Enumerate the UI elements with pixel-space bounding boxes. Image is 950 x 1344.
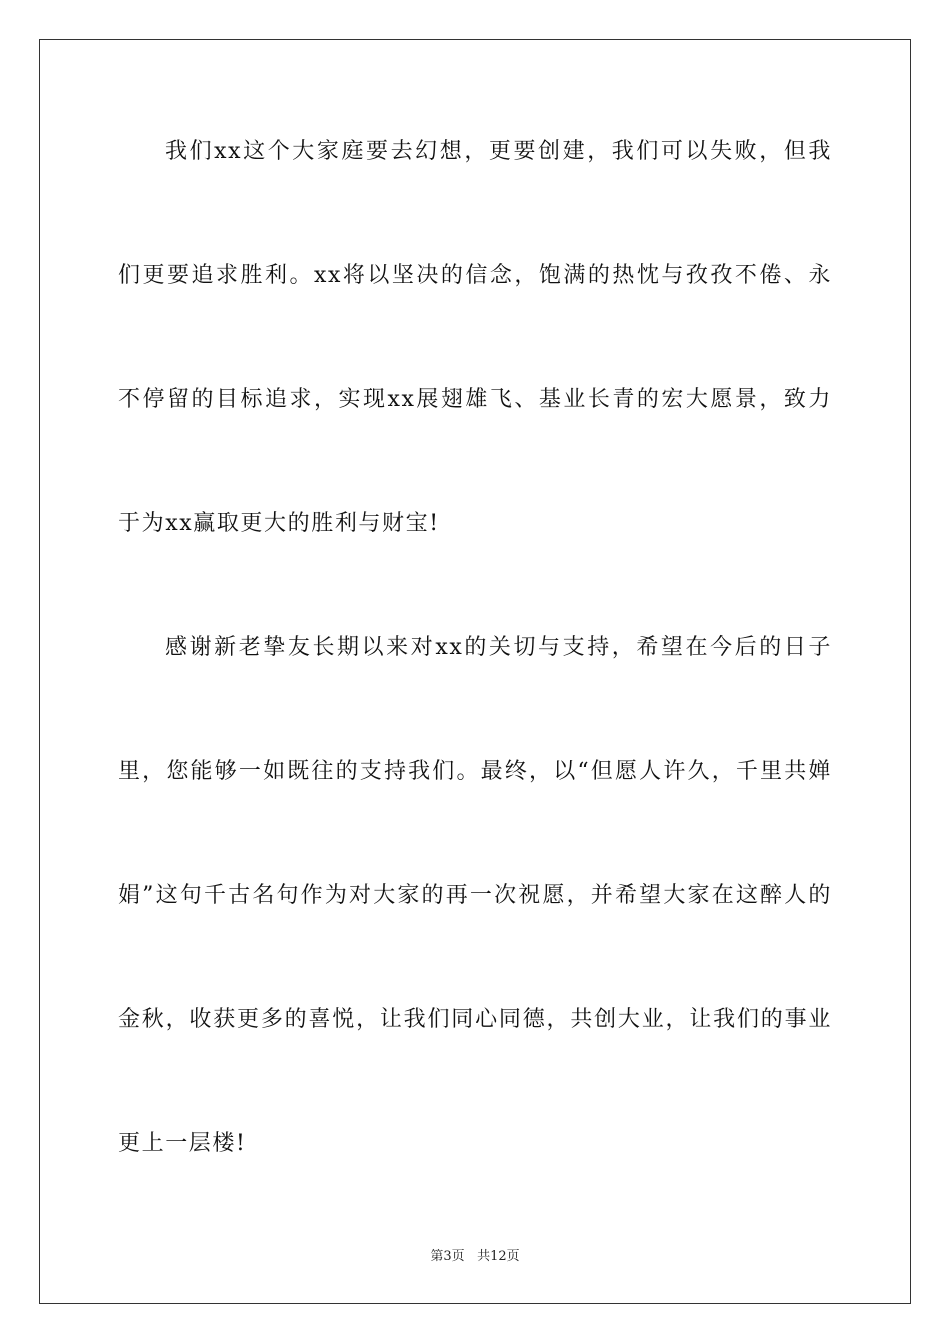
page-footer: [0, 1248, 950, 1266]
paragraph-2-line-3: 娟”这句千古名句作为对大家的再一次祝愿，并希望大家在这醉人的: [118, 883, 832, 908]
page-border: [39, 39, 911, 1304]
paragraph-2-line-4: 金秋，收获更多的喜悦，让我们同心同德，共创大业，让我们的事业: [118, 1007, 832, 1032]
paragraph-2-line-5: 更上一层楼!: [118, 1131, 247, 1156]
paragraph-1-line-2: 们更要追求胜利。xx将以坚决的信念，饱满的热忱与孜孜不倦、永: [118, 263, 832, 288]
paragraph-1-line-1: 我们xx这个大家庭要去幻想，更要创建，我们可以失败，但我: [165, 139, 832, 164]
paragraph-2-line-2: 里，您能够一如既往的支持我们。最终，以“但愿人许久，千里共婵: [118, 759, 832, 784]
paragraph-1-line-3: 不停留的目标追求，实现xx展翅雄飞、基业长青的宏大愿景，致力: [118, 387, 832, 412]
page-number-current: 第3页: [430, 1249, 465, 1264]
paragraph-2-line-1: 感谢新老挚友长期以来对xx的关切与支持，希望在今后的日子: [165, 635, 832, 660]
paragraph-1-line-4: 于为xx赢取更大的胜利与财宝!: [118, 511, 440, 536]
page-number-total: 共12页: [477, 1249, 520, 1264]
